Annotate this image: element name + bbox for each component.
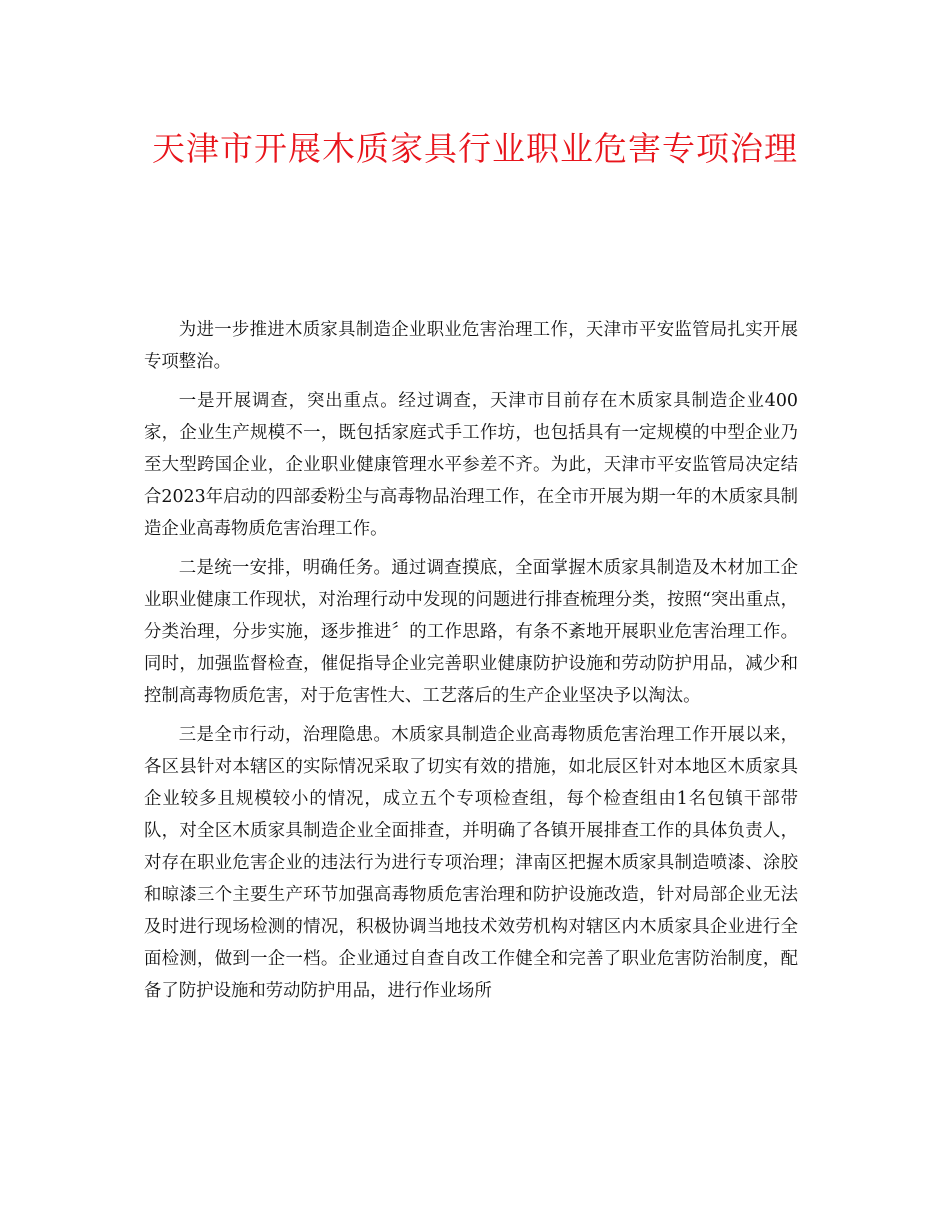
paragraph-intro: 为进一步推进木质家具制造企业职业危害治理工作，天津市平安监管局扎实开展专项整治。 (144, 320, 798, 372)
document-title: 天津市开展木质家具行业职业危害专项治理 (152, 129, 798, 168)
paragraph-investigation: 一是开展调查，突出重点。经过调查，天津市目前存在木质家具制造企业400家，企业生产规模不一，既包括家庭式手工作坊，也包括具有一定规模的中型企业乃至大型跨国企业，企业职业健康管理水平参差不齐。为此，天津市平安监管局决定结合2023年启动的四部委粉尘与高毒物品治理工作，在全市开展为期一年的木质家具制造企业高毒物质危害治理工作。 (144, 391, 798, 539)
paragraph-arrangement: 二是统一安排，明确任务。通过调查摸底，全面掌握木质家具制造及木材加工企业职业健康工作现状，对治理行动中发现的问题进行排查梳理分类，按照“突出重点，分类治理，分步实施，逐步推进〞的工作思路，有条不紊地开展职业危害治理工作。同时，加强监督检查，催促指导企业完善职业健康防护设施和劳动防护用品，减少和控制高毒物质危害，对于危害性大、工艺落后的生产企业坚决予以淘汰。 (144, 558, 798, 706)
document-body (144, 314, 798, 1014)
paragraph-citywide-action: 三是全市行动，治理隐患。木质家具制造企业高毒物质危害治理工作开展以来，各区县针对本辖区的实际情况采取了切实有效的措施，如北辰区针对本地区木质家具企业较多且规模较小的情况，成立五个专项检查组，每个检查组由1名包镇干部带队，对全区木质家具制造企业全面排查，并明确了各镇开展排查工作的具体负责人，对存在职业危害企业的违法行为进行专项治理；津南区把握木质家具制造喷漆、涂胶和晾漆三个主要生产环节加强高毒物质危害治理和防护设施改造，针对局部企业无法及时进行现场检测的情况，积极协调当地技术效劳机构对辖区内木质家具企业进行全面检测，做到一企一档。企业通过自查自改工作健全和完善了职业危害防治制度，配备了防护设施和劳动防护用品，进行作业场所 (144, 725, 798, 1001)
